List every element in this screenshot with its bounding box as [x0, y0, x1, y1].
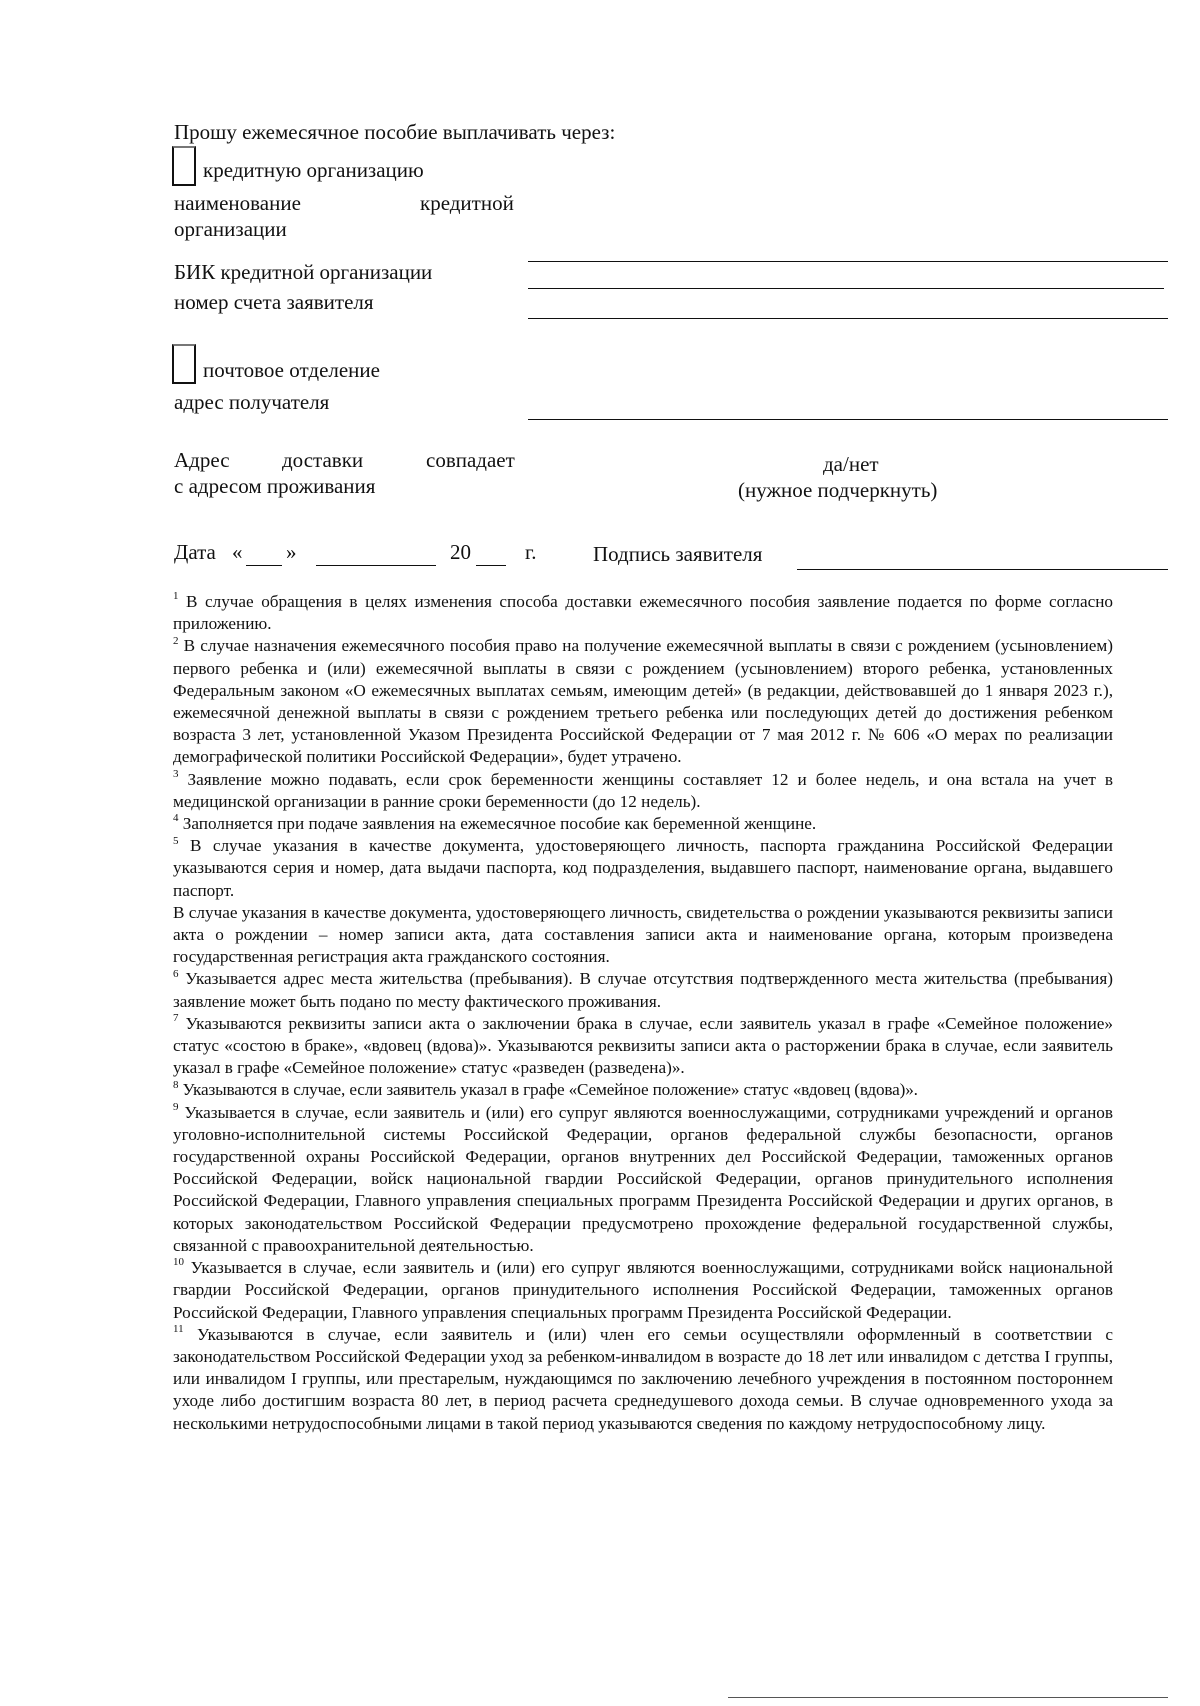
date-open-quote: « — [232, 540, 243, 564]
yes-no-choice[interactable]: да/нет — [823, 452, 879, 476]
footnote-6-number: 6 — [173, 967, 179, 980]
signature-field[interactable] — [797, 569, 1168, 570]
footnote-11 — [173, 1324, 1113, 1435]
footnote-1-number: 1 — [173, 590, 179, 603]
recipient-address-label: адрес получателя — [174, 390, 330, 414]
footnote-5-text: В случае указания в качестве документа, удостоверяющего личность, паспорта гражданина Российской Федерации указываются серия и номер, дата выдачи паспорта, код подразделения, выдавшего паспорт, наименование органа, выдавшего паспорт. — [173, 836, 1114, 900]
footnote-8-number: 8 — [173, 1078, 179, 1091]
date-day-field[interactable] — [246, 565, 282, 566]
footnote-5-continued — [173, 902, 1113, 969]
footnote-6 — [173, 968, 1113, 1012]
bik-label: БИК кредитной организации — [174, 260, 433, 284]
footnote-3 — [173, 769, 1113, 813]
footnote-2-number: 2 — [173, 634, 179, 647]
signature-label: Подпись заявителя — [593, 542, 763, 566]
credit-org-name-label-2: кредитной — [420, 191, 514, 215]
credit-org-checkbox[interactable] — [172, 146, 196, 186]
bik-field[interactable] — [528, 288, 1164, 289]
footnote-7-text: Указываются реквизиты записи акта о заключении брака в случае, если заявитель указал в графе «Семейное положение» статус «состою в браке», «вдовец (вдова)». Указываются реквизиты записи акта о расторжении брака в случае, если заявитель указал в графе «Семейное положение» статус «разведен (разведена)». — [173, 1013, 1113, 1078]
footnote-11-number: 11 — [173, 1322, 184, 1335]
payment-method-heading: Прошу ежемесячное пособие выплачивать через: — [174, 120, 616, 144]
date-month-field[interactable] — [316, 565, 436, 566]
footnote-5b-text: В случае указания в качестве документа, удостоверяющего личность, свидетельства о рождении указываются реквизиты записи акта о рождении – номер записи акта, дата составления записи акта и наименование органа, которым произведена государственная регистрация акта гражданского состояния. — [173, 902, 1113, 967]
credit-org-name-field[interactable] — [528, 261, 1168, 262]
footnote-1-text: В случае обращения в целях изменения способа доставки ежемесячного пособия заявление подается по форме согласно приложению. — [173, 592, 1113, 634]
footnote-8-text: Указываются в случае, если заявитель указал в графе «Семейное положение» статус «вдовец (вдова)». — [182, 1080, 918, 1100]
footnote-1 — [173, 591, 1113, 635]
footnote-9 — [173, 1102, 1113, 1257]
account-label: номер счета заявителя — [174, 290, 374, 314]
residence-label: с адресом проживания — [174, 474, 376, 498]
year-suffix: г. — [525, 540, 537, 564]
footnote-10-number: 10 — [173, 1256, 184, 1269]
footnote-2 — [173, 635, 1113, 768]
footnote-2-text: В случае назначения ежемесячного пособия право на получение ежемесячной выплаты в связи с рождением (усыновлением) первого ребенка и (или) ежемесячной выплаты в связи с рождением (усыновлением) второго ребенка, установленных Федеральным законом «О ежемесячных выплатах семьям, имеющим детей» (в редакции, действовавшей до 1 января 2023 г.), ежемесячной денежной выплаты в связи с рождением третьего ребенка или последующих детей до достижения ребенком возраста 3 лет, установленной Указом Президента Российской Федерации от 7 мая 2012 г. № 606 «О мерах по реализации демографической политики Российской Федерации», будет утрачено. — [173, 636, 1114, 767]
footnote-3-number: 3 — [173, 767, 179, 780]
footnote-4-number: 4 — [173, 812, 179, 825]
credit-org-option-label: кредитную организацию — [203, 158, 424, 182]
footnote-7 — [173, 1013, 1113, 1080]
recipient-address-field[interactable] — [528, 419, 1168, 420]
account-number-field[interactable] — [528, 318, 1168, 319]
delivery-address-label-1: Адрес — [174, 448, 230, 472]
footnote-3-text: Заявление можно подавать, если срок беременности женщины составляет 12 и более недель, и она встала на учет в медицинской организации в ранние сроки беременности (до 12 недель). — [173, 769, 1114, 811]
footnote-7-number: 7 — [173, 1012, 179, 1025]
underline-hint: (нужное подчеркнуть) — [738, 478, 938, 502]
footnote-4 — [173, 813, 1113, 835]
footnote-5-number: 5 — [173, 834, 179, 847]
footnote-8 — [173, 1079, 1113, 1101]
post-office-option-label: почтовое отделение — [203, 358, 380, 382]
date-label: Дата — [174, 540, 216, 564]
footnotes — [173, 591, 1113, 1435]
year-prefix: 20 — [450, 540, 471, 564]
footnote-10-text: Указывается в случае, если заявитель и (или) его супруг являются военнослужащими, сотрудниками войск национальной гвардии Российской Федерации, органов принудительного исполнения Российской Федерации, таможенных органов Российской Федерации, Главного управления специальных программ Президента Российской Федерации. — [173, 1258, 1114, 1322]
post-office-checkbox[interactable] — [172, 344, 196, 384]
footnote-9-text: Указывается в случае, если заявитель и (или) его супруг являются военнослужащими, сотрудниками учреждений и органов уголовно-исполнительной системы Российской Федерации, органов федеральной службы безопасности, органов государственной охраны Российской Федерации, органов внутренних дел Российской Федерации, таможенных органов Российской Федерации, войск национальной гвардии Российской Федерации, органов принудительного исполнения Российской Федерации, Главного управления специальных программ Президента Российской Федерации и других органов, в которых законодательством Российской Федерации предусмотрено прохождение федеральной государственной службы, связанной с правоохранительной деятельностью. — [173, 1102, 1113, 1255]
footnote-6-text: Указывается адрес места жительства (пребывания). В случае отсутствия подтвержденного места жительства (пребывания) заявление может быть подано по месту фактического проживания. — [173, 969, 1113, 1011]
footnote-5 — [173, 835, 1113, 902]
date-close-quote: » — [286, 540, 297, 564]
date-year-field[interactable] — [476, 565, 506, 566]
delivery-address-label-3: совпадает — [426, 448, 515, 472]
footnote-10 — [173, 1257, 1113, 1324]
bottom-divider — [728, 1697, 1168, 1698]
footnote-11-text: Указываются в случае, если заявитель и (или) член его семьи осуществляли оформленный в соответствии с законодательством Российской Федерации уход за ребенком-инвалидом в возрасте до 18 лет или инвалидом с детства I группы, или инвалидом I группы, или престарелым, нуждающимся по заключению лечебного учреждения в постоянном постороннем уходе либо достигшим возраста 80 лет, в период расчета среднедушевого дохода семьи. В случае одновременного ухода за несколькими нетрудоспособными лицами в такой период указываются сведения по каждому нетрудоспособному лицу. — [173, 1324, 1114, 1433]
footnote-4-text: Заполняется при подаче заявления на ежемесячное пособие как беременной женщине. — [182, 814, 817, 834]
delivery-address-label-2: доставки — [282, 448, 364, 472]
footnote-9-number: 9 — [173, 1100, 179, 1113]
credit-org-name-label-3: организации — [174, 217, 287, 241]
credit-org-name-label-1: наименование — [174, 191, 301, 215]
